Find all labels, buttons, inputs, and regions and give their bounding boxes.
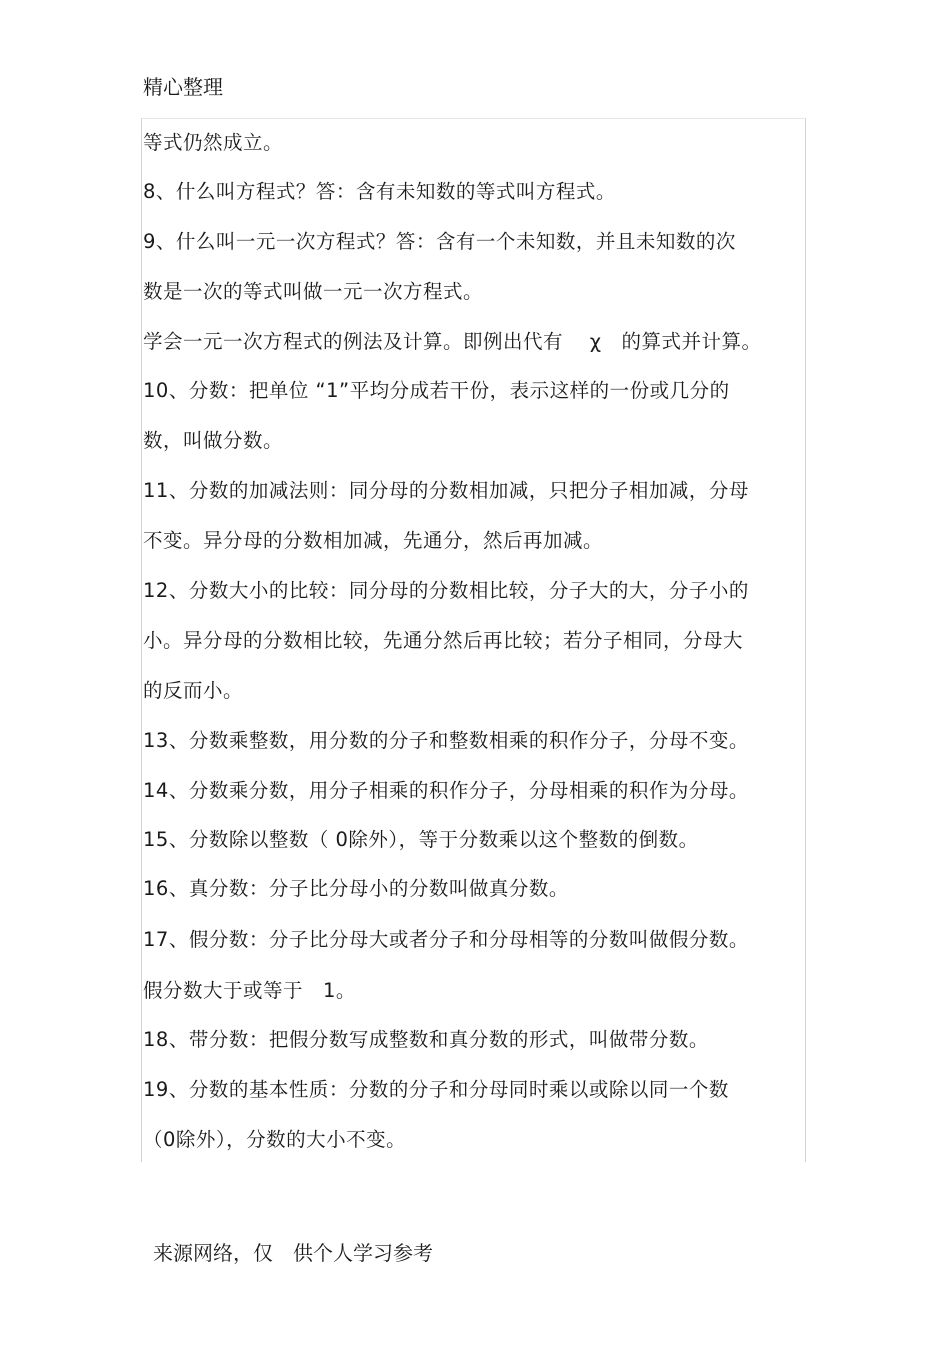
text-line: 14、分数乘分数，用分子相乘的积作分子，分母相乘的积作为分母。 (143, 779, 749, 802)
text-line: 17、假分数：分子比分母大或者分子和分母相等的分数叫做假分数。 (143, 928, 749, 951)
text-line: 的反而小。 (143, 679, 244, 702)
text-line: 10、分数：把单位 “1”平均分成若干份，表示这样的一份或几分的 (143, 379, 730, 402)
text-line: 小。异分母的分数相比较，先通分然后再比较；若分子相同，分母大 (143, 629, 744, 652)
text-line: 9、什么叫一元一次方程式？答：含有一个未知数，并且未知数的次 (143, 230, 736, 253)
text-line: 数，叫做分数。 (143, 429, 284, 452)
text-line: 16、真分数：分子比分母小的分数叫做真分数。 (143, 877, 569, 900)
text-line: 学会一元一次方程式的例法及计算。即例出代有 χ 的算式并计算。 (143, 330, 762, 353)
text-line: 18、带分数：把假分数写成整数和真分数的形式，叫做带分数。 (143, 1028, 709, 1051)
text-line: 13、分数乘整数，用分数的分子和整数相乘的积作分子，分母不变。 (143, 729, 749, 752)
page-footer: 来源网络，仅 供个人学习参考 (153, 1241, 433, 1265)
text-line: 假分数大于或等于 1。 (143, 979, 356, 1002)
text-line: 数是一次的等式叫做一元一次方程式。 (143, 280, 484, 303)
text-line: 不变。异分母的分数相加减，先通分，然后再加减。 (143, 529, 604, 552)
text-line: （0除外），分数的大小不变。 (143, 1128, 407, 1151)
text-line: 11、分数的加减法则：同分母的分数相加减，只把分子相加减，分母 (143, 479, 749, 502)
text-line: 15、分数除以整数（ 0除外），等于分数乘以这个整数的倒数。 (143, 828, 699, 851)
text-line: 等式仍然成立。 (143, 131, 284, 154)
page-header: 精心整理 (143, 75, 223, 99)
text-line: 19、分数的基本性质：分数的分子和分母同时乘以或除以同一个数 (143, 1078, 729, 1101)
text-line: 12、分数大小的比较：同分母的分数相比较，分子大的大，分子小的 (143, 579, 749, 602)
text-line: 8、什么叫方程式？答：含有未知数的等式叫方程式。 (143, 180, 616, 203)
